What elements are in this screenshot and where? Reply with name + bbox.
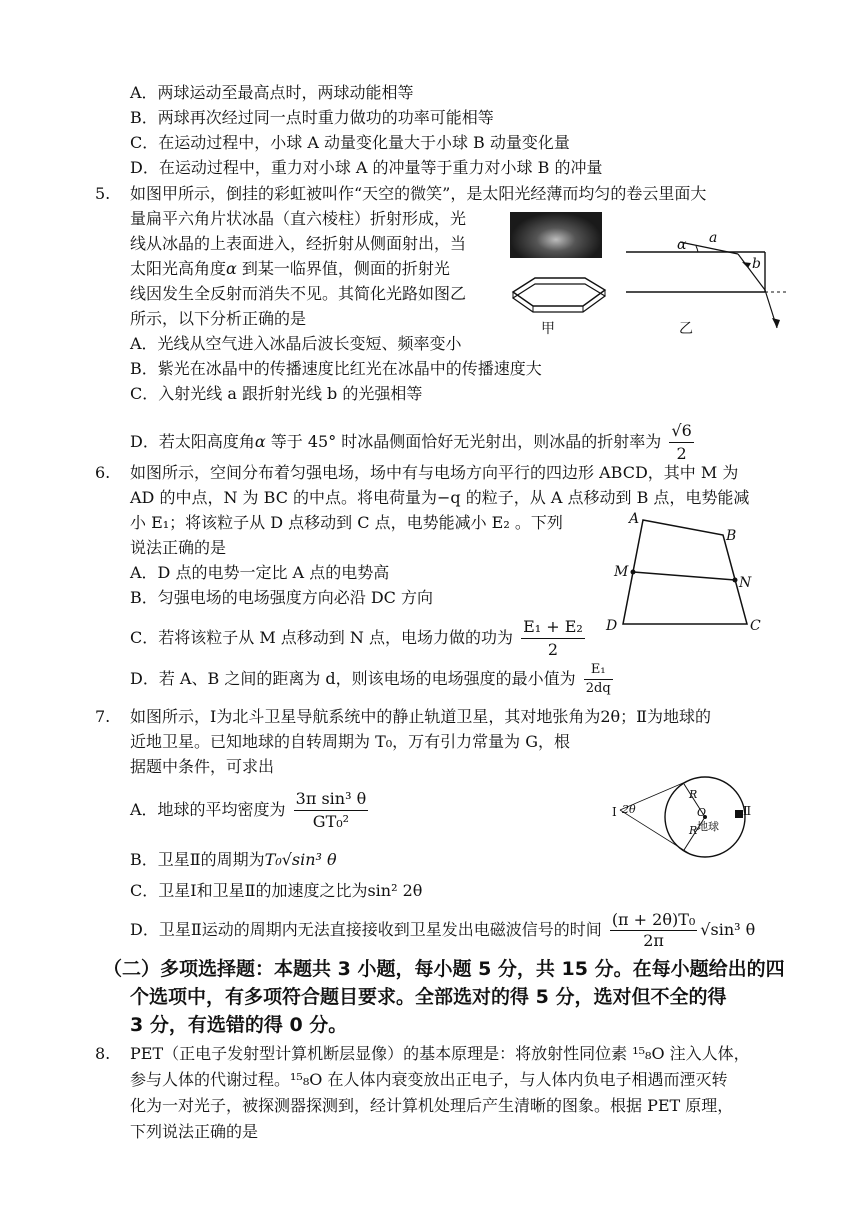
ray-b-label: b	[752, 256, 761, 272]
q5-line6: 所示，以下分析正确的是	[130, 309, 307, 328]
q6-line4: 说法正确的是	[130, 538, 227, 557]
q6-option-c-fraction	[521, 616, 585, 661]
satellite-1-label: Ⅰ	[612, 805, 617, 819]
q7-option-a-pre: A．地球的平均密度为	[130, 800, 286, 819]
q8-number: 8.	[95, 1044, 111, 1063]
q4-option-a: A．两球运动至最高点时，两球动能相等	[130, 83, 414, 102]
q7-option-d-pre: D．卫星Ⅱ运动的周期内无法直接接收到卫星发出电磁波信号的时间	[130, 920, 602, 939]
q6-line1: 如图所示，空间分布着匀强电场，场中有与电场方向平行的四边形 ABCD，其中 M 为	[130, 463, 739, 482]
q7-number: 7.	[95, 707, 111, 726]
midpoint-m-label: M	[614, 564, 629, 580]
q5-option-d	[130, 420, 697, 465]
q7-line1: 如图所示，Ⅰ为北斗卫星导航系统中的静止轨道卫星，其对地张角为2θ；Ⅱ为地球的	[130, 707, 712, 726]
q6-option-b: B．匀强电场的电场强度方向必沿 DC 方向	[130, 588, 434, 607]
q5-option-d-fraction	[669, 420, 693, 465]
radius-r-top-label: R	[689, 788, 698, 801]
q5-alpha: α	[226, 259, 237, 278]
q5-option-a: A．光线从空气进入冰晶后波长变短、频率变小	[130, 334, 462, 353]
q7-option-c-expr: sin² 2θ	[367, 881, 423, 900]
light-path-figure	[620, 222, 790, 332]
fraction-denominator: 2dq	[585, 681, 611, 696]
q5-line5: 线因发生全反射而消失不见。其简化光路如图乙	[130, 284, 467, 303]
fraction-numerator: E₁	[584, 661, 613, 680]
q6-option-d-fraction	[584, 661, 613, 698]
q7-option-a	[130, 788, 371, 833]
fraction-denominator: GT₀²	[312, 812, 350, 831]
figure-yi-label: 乙	[679, 321, 693, 337]
radius-r-bottom-label: R	[689, 824, 698, 837]
q6-option-c-pre: C．若将该粒子从 M 点移动到 N 点，电场力做的功为	[130, 628, 513, 647]
q5-line3: 线从冰晶的上表面进入，经折射从侧面射出，当	[130, 234, 467, 253]
q5-line2: 量扁平六角片状冰晶（直六棱柱）折射形成，光	[130, 209, 467, 228]
q5-option-d-mid: 等于 45° 时冰晶侧面恰好无光射出，则冰晶的折射率为	[270, 432, 662, 451]
q8-line4: 下列说法正确的是	[130, 1122, 259, 1141]
fraction-numerator: (π + 2θ)T₀	[611, 910, 696, 929]
figure-jia-label: 甲	[541, 321, 555, 337]
center-o-label: O	[697, 806, 707, 819]
quadrilateral-abcd-figure	[610, 510, 770, 630]
fraction-numerator: E₁ + E₂	[521, 616, 585, 639]
q5-number: 5.	[95, 184, 111, 203]
q8-line1: PET（正电子发射型计算机断层显像）的基本原理是：将放射性同位素 ¹⁵₈O 注入人体，	[130, 1044, 750, 1063]
q5-option-b: B．紫光在冰晶中的传播速度比红光在冰晶中的传播速度大	[130, 359, 542, 378]
section2-line1: （二）多项选择题：本题共 3 小题，每小题 5 分，共 15 分。在每小题给出的四	[103, 958, 785, 980]
vertex-b-label: B	[726, 528, 737, 544]
q8-line2: 参与人体的代谢过程。¹⁵₈O 在人体内衰变放出正电子，与人体内负电子相遇而湮灭转	[130, 1070, 728, 1089]
fraction-numerator: √6	[669, 420, 693, 443]
q4-option-b: B．两球再次经过同一点时重力做功的功率可能相等	[130, 108, 494, 127]
fraction-denominator: 2	[676, 444, 687, 463]
q7-line3: 据题中条件，可求出	[130, 757, 275, 776]
q6-option-d-pre: D．若 A、B 之间的距离为 d，则该电场的电场强度的最小值为	[130, 669, 576, 688]
q8-line3: 化为一对光子，被探测器探测到，经计算机处理后产生清晰的图象。根据 PET 原理，	[130, 1096, 734, 1115]
halo-photo	[510, 212, 602, 258]
section2-line2: 个选项中，有多项符合题目要求。全部选对的得 5 分，选对但不全的得	[130, 986, 727, 1008]
section2-line3: 3 分，有选错的得 0 分。	[130, 1014, 348, 1036]
q6-option-c	[130, 616, 588, 661]
vertex-c-label: C	[750, 618, 761, 634]
q5-line1: 如图甲所示，倒挂的彩虹被叫作“天空的微笑”，是太阳光经薄而均匀的卷云里面大	[130, 184, 707, 203]
q7-option-d-tail: √sin³ θ	[700, 920, 756, 939]
q5-option-d-alpha: α	[254, 432, 266, 451]
q7-option-c	[130, 881, 422, 901]
q4-option-c: C．在运动过程中，小球 A 动量变化量大于小球 B 动量变化量	[130, 133, 570, 152]
q5-line4	[130, 259, 450, 279]
q7-option-c-pre: C．卫星Ⅰ和卫星Ⅱ的加速度之比为	[130, 881, 368, 900]
angle-2theta-label: 2θ	[622, 803, 636, 816]
q6-option-a: A．D 点的电势一定比 A 点的电势高	[130, 563, 390, 582]
midpoint-n-label: N	[739, 575, 752, 591]
q7-option-b	[130, 850, 337, 870]
q5-option-d-pre: D．若太阳高度角	[130, 432, 255, 451]
q6-number: 6.	[95, 463, 111, 482]
q6-line3: 小 E₁；将该粒子从 D 点移动到 C 点，电势能减小 E₂ 。下列	[130, 513, 563, 532]
vertex-a-label: A	[629, 511, 640, 527]
q5-line4-text-a: 太阳光高角度	[130, 259, 227, 278]
q7-option-b-expr: T₀√sin³ θ	[264, 850, 337, 869]
fraction-denominator: 2	[547, 640, 559, 659]
q6-line2: AD 的中点，N 为 BC 的中点。将电荷量为−q 的粒子，从 A 点移动到 B 点，电势能减	[130, 488, 750, 507]
satellite-orbit-figure	[610, 772, 760, 872]
angle-alpha-label: α	[677, 237, 687, 253]
q7-option-b-pre: B．卫星Ⅱ的周期为	[130, 850, 265, 869]
earth-label: 地球	[697, 820, 719, 833]
q7-line2: 近地卫星。已知地球的自转周期为 T₀，万有引力常量为 G，根	[130, 732, 571, 751]
q5-line4-text-b: 到某一临界值，侧面的折射光	[241, 259, 450, 278]
q7-option-a-fraction	[294, 788, 369, 833]
q6-option-d	[130, 661, 616, 698]
q5-option-c: C．入射光线 a 跟折射光线 b 的光强相等	[130, 384, 423, 403]
fraction-numerator: 3π sin³ θ	[294, 788, 369, 811]
hexagon-crystal-figure	[505, 270, 610, 320]
fraction-denominator: 2π	[643, 931, 664, 950]
ray-a-label: a	[709, 230, 718, 246]
q7-option-d	[130, 910, 755, 951]
vertex-d-label: D	[606, 618, 618, 634]
satellite-2-label: Ⅱ	[743, 804, 752, 818]
q7-option-d-fraction	[610, 910, 697, 951]
q4-option-d: D．在运动过程中，重力对小球 A 的冲量等于重力对小球 B 的冲量	[130, 158, 603, 177]
